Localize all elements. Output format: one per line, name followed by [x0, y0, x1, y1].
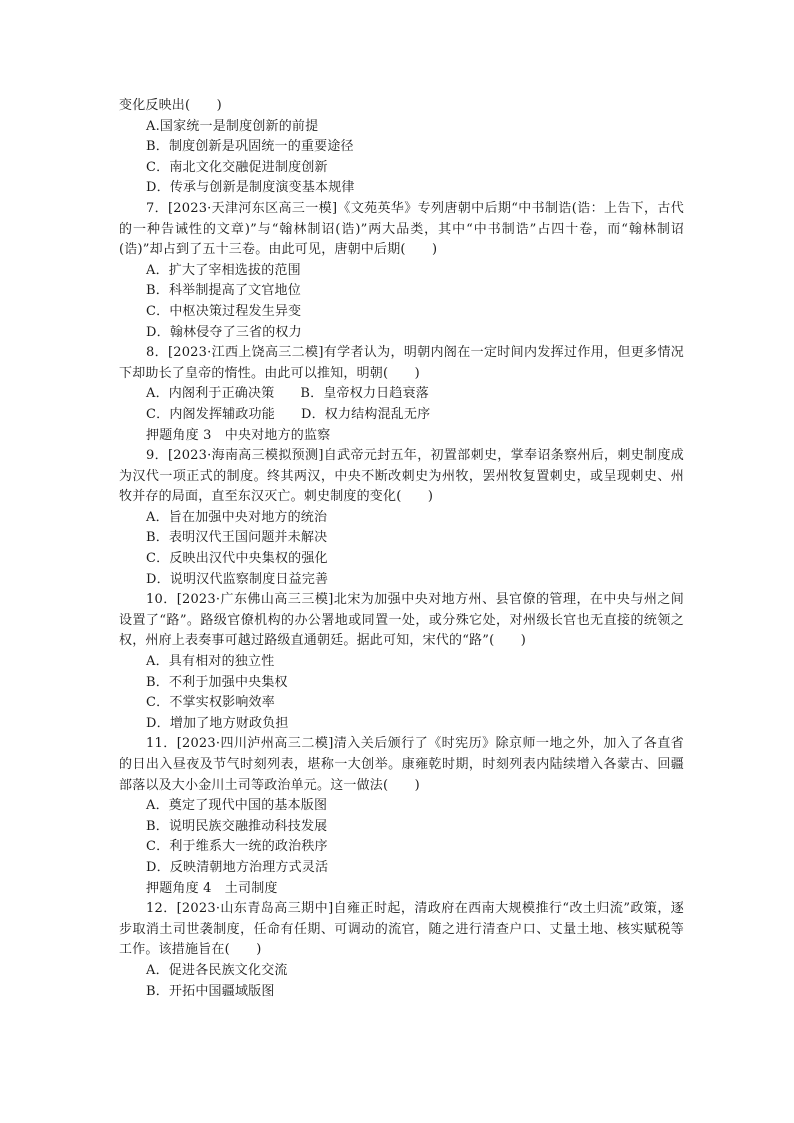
q10-stem: 10．[2023·广东佛山高三三模]北宋为加强中央对地方州、县官僚的管理，在中央与州之间设置了“路”。路级官僚机构的办公署地或同置一处，或分殊它处，对州级长官也无直接的统领之权，州府上表奏事可越过路级直通朝廷。据此可知，宋代的“路”( ): [119, 592, 684, 649]
q11-option-d: D．反映清朝地方治理方式灵活: [146, 859, 329, 875]
q11-option-a: A．奠定了现代中国的基本版图: [146, 798, 328, 814]
q6-option-b: B．制度创新是巩固统一的重要途径: [146, 139, 354, 155]
q10-option-b: B．不利于加强中央集权: [146, 674, 288, 690]
q8-options-row-2: [119, 405, 684, 426]
q8-option-a: A．内阁利于正确决策: [146, 386, 275, 402]
intro-line: 变化反映出( ): [119, 98, 222, 113]
q6-option-c: C．南北文化交融促进制度创新: [146, 159, 328, 175]
document-page: [119, 96, 684, 1002]
q12-option-b: B．开拓中国疆域版图: [146, 983, 275, 999]
q11-option-c: C．利于维系大一统的政治秩序: [146, 839, 328, 855]
q9-option-c: C．反映出汉代中央集权的强化: [146, 551, 328, 567]
q11-option-b: B．说明民族交融推动科技发展: [146, 818, 328, 834]
q9-stem: 9．[2023·海南高三模拟预测]自武帝元封五年，初置部刺史，掌奉诏条察州后，刺史制度成为汉代一项正式的制度。终其两汉，中央不断改刺史为州牧，罢州牧复置刺史，或呈现刺史、州牧并存的局面，直至东汉灭亡。刺史制度的变化( ): [119, 448, 684, 505]
section-heading-4: 押题角度 4 土司制度: [146, 880, 278, 896]
q9-option-d: D．说明汉代监察制度日益完善: [146, 571, 329, 587]
q10-option-d: D．增加了地方财政负担: [146, 715, 289, 731]
q8-option-b: B．皇帝权力日趋衰落: [300, 386, 429, 402]
q12-stem: 12．[2023·山东青岛高三期中]自雍正时起，清政府在西南大规模推行“改土归流”政策，逐步取消土司世袭制度，任命有任期、可调动的流官，随之进行清查户口、丈量土地、核实赋税等工作。该措施旨在( ): [119, 901, 684, 958]
q8-stem: 8．[2023·江西上饶高三二模]有学者认为，明朝内阁在一定时间内发挥过作用，但更多情况下却助长了皇帝的惰性。由此可以推知，明朝( ): [119, 345, 684, 381]
q11-stem: 11．[2023·四川泸州高三二模]清入关后颁行了《时宪历》除京师一地之外，加入了各直省的日出入昼夜及节气时刻列表，堪称一大创举。康雍乾时期，时刻列表内陆续增入各蒙古、回疆部落以及大小金川土司等政治单元。这一做法( ): [119, 736, 684, 793]
q6-option-d: D．传承与创新是制度演变基本规律: [146, 180, 355, 196]
q7-option-d: D．翰林侵夺了三省的权力: [146, 324, 302, 340]
q7-stem: 7．[2023·天津河东区高三一模]《文苑英华》专列唐朝中后期“中书制诰(诰：上告下，古代的一种告诫性的文章)”与“翰林制诏(诰)”两大品类，其中“中书制诰”占四十卷，而“翰林制诏(诰)”却占到了五十三卷。由此可见，唐朝中后期( ): [119, 200, 684, 258]
q8-option-d: D．权力结构混乱无序: [300, 406, 431, 422]
q8-option-c: C．内阁发挥辅政功能: [146, 406, 275, 422]
section-heading-3: 押题角度 3 中央对地方的监察: [146, 427, 331, 443]
q6-option-a: A.国家统一是制度创新的前提: [146, 118, 319, 134]
q9-option-a: A．旨在加强中央对地方的统治: [146, 509, 328, 525]
q9-option-b: B．表明汉代王国问题并未解决: [146, 530, 328, 546]
q7-option-a: A．扩大了宰相选拔的范围: [146, 262, 301, 278]
q8-options-row-1: [119, 384, 684, 405]
q7-option-c: C．中枢决策过程发生异变: [146, 303, 302, 319]
q10-option-a: A．具有相对的独立性: [146, 654, 275, 670]
q12-option-a: A．促进各民族文化交流: [146, 962, 288, 978]
q10-option-c: C．不掌实权影响效率: [146, 695, 275, 711]
q7-option-b: B．科举制提高了文官地位: [146, 283, 301, 299]
